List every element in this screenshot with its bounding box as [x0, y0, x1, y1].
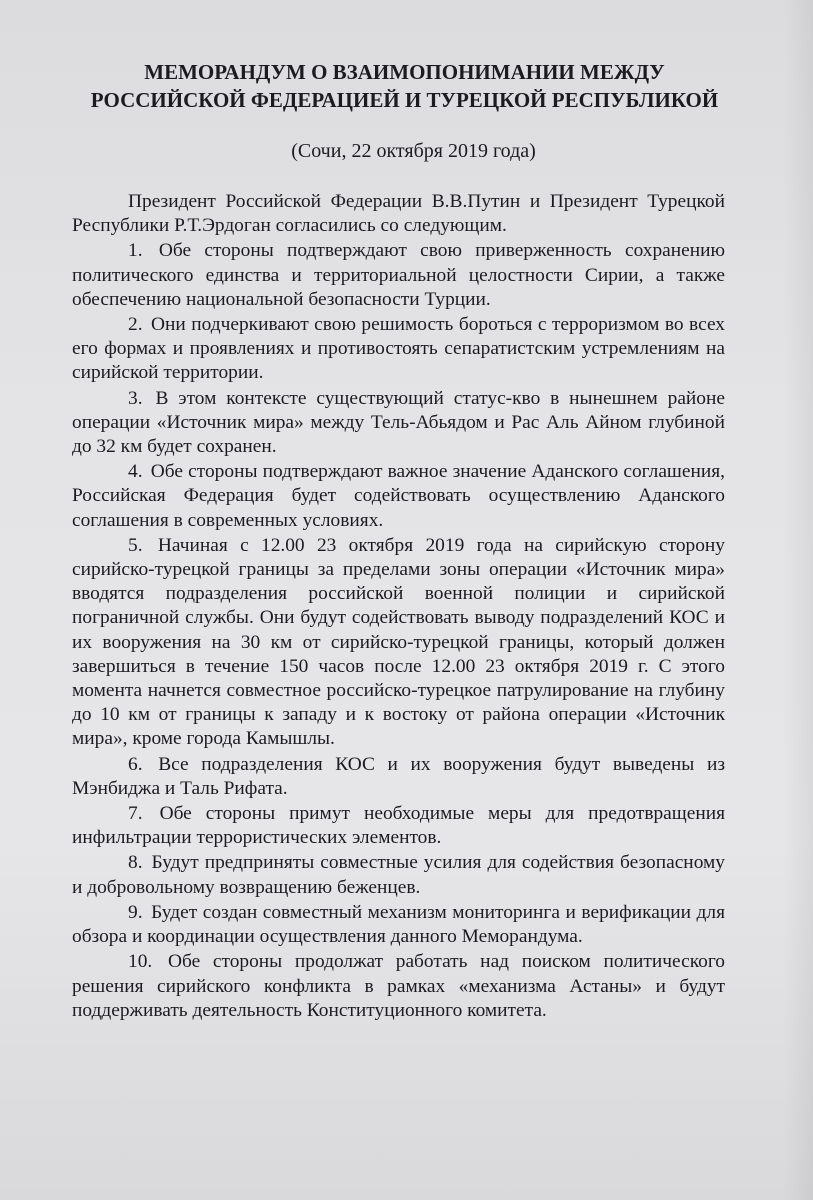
point-number: 7.	[128, 803, 143, 825]
point-text: Обе стороны подтверждают свою приверженность сохранению политического единства и территориальной целостности Сирии, а также обеспечению национальной безопасности Турции.	[72, 240, 725, 310]
point-5	[72, 534, 725, 752]
point-8	[72, 851, 725, 899]
point-4	[72, 460, 725, 533]
point-text: Обе стороны примут необходимые меры для предотвращения инфильтрации террористических элементов.	[72, 803, 725, 849]
point-6	[72, 753, 725, 801]
point-10	[72, 950, 725, 1023]
point-1	[72, 239, 725, 312]
point-number: 2.	[128, 314, 143, 336]
point-number: 5.	[128, 534, 143, 556]
point-text: В этом контексте существующий статус-кво в нынешнем районе операции «Источник мира» между Тель-Абьядом и Рас Аль Айном глубиной до 32 км будет сохранен.	[72, 387, 725, 458]
point-number: 1.	[128, 240, 143, 262]
point-2	[72, 313, 725, 386]
intro-paragraph: Президент Российской Федерации В.В.Путин и Президент Турецкой Республики Р.Т.Эрдоган согласились со следующим.	[72, 191, 725, 237]
point-9	[72, 901, 725, 949]
point-text: Будет создан совместный механизм мониторинга и верификации для обзора и координации осуществления данного Меморандума.	[72, 901, 725, 948]
point-text: Обе стороны продолжат работать над поиском политического решения сирийского конфликта в рамках «механизма Астаны» и будут поддерживать деятельность Конституционного комитета.	[72, 951, 725, 1021]
point-number: 6.	[128, 753, 143, 775]
point-text: Все подразделения КОС и их вооружения будут выведены из Мэнбиджа и Таль Рифата.	[72, 753, 725, 799]
point-number: 3.	[128, 387, 143, 409]
place-and-date: (Сочи, 22 октября 2019 года)	[291, 140, 536, 162]
point-text: Начиная с 12.00 23 октября 2019 года на сирийскую сторону сирийско-турецкой границы за пределами зоны операции «Источник мира» вводятся подразделения российской военной полиции и сирийской пограничной службы. Они будут содействовать выводу подразделений КОС и их вооружения на 30 км от сирийско-турецкой границы, который должен завершиться в течение 150 часов после 12.00 23 октября 2019 г. С этого момента начнется совместное российско-турецкое патрулирование на глубину до 10 км от границы к западу и к востоку от района операции «Источник мира», кроме города Камышлы.	[72, 534, 725, 750]
point-number: 10.	[128, 951, 153, 973]
point-text: Будут предприняты совместные усилия для содействия безопасному и добровольному возвращению беженцев.	[72, 852, 725, 898]
point-number: 8.	[128, 852, 143, 874]
point-7	[72, 802, 725, 850]
title-line-1: МЕМОРАНДУМ О ВЗАИМОПОНИМАНИИ МЕЖДУ	[144, 60, 665, 84]
point-text: Они подчеркивают свою решимость бороться с терроризмом во всех его формах и проявлениях и противостоять сепаратистским устремлениям на сирийской территории.	[72, 314, 725, 384]
point-number: 4.	[128, 461, 143, 483]
document-title	[72, 58, 725, 114]
point-number: 9.	[128, 901, 143, 923]
point-text: Обе стороны подтверждают важное значение Аданского соглашения, Российская Федерация будет содействовать осуществлению Аданского соглашения в современных условиях.	[72, 461, 725, 531]
title-line-2: РОССИЙСКОЙ ФЕДЕРАЦИЕЙ И ТУРЕЦКОЙ РЕСПУБЛИКОЙ	[90, 88, 719, 112]
point-3	[72, 387, 725, 460]
